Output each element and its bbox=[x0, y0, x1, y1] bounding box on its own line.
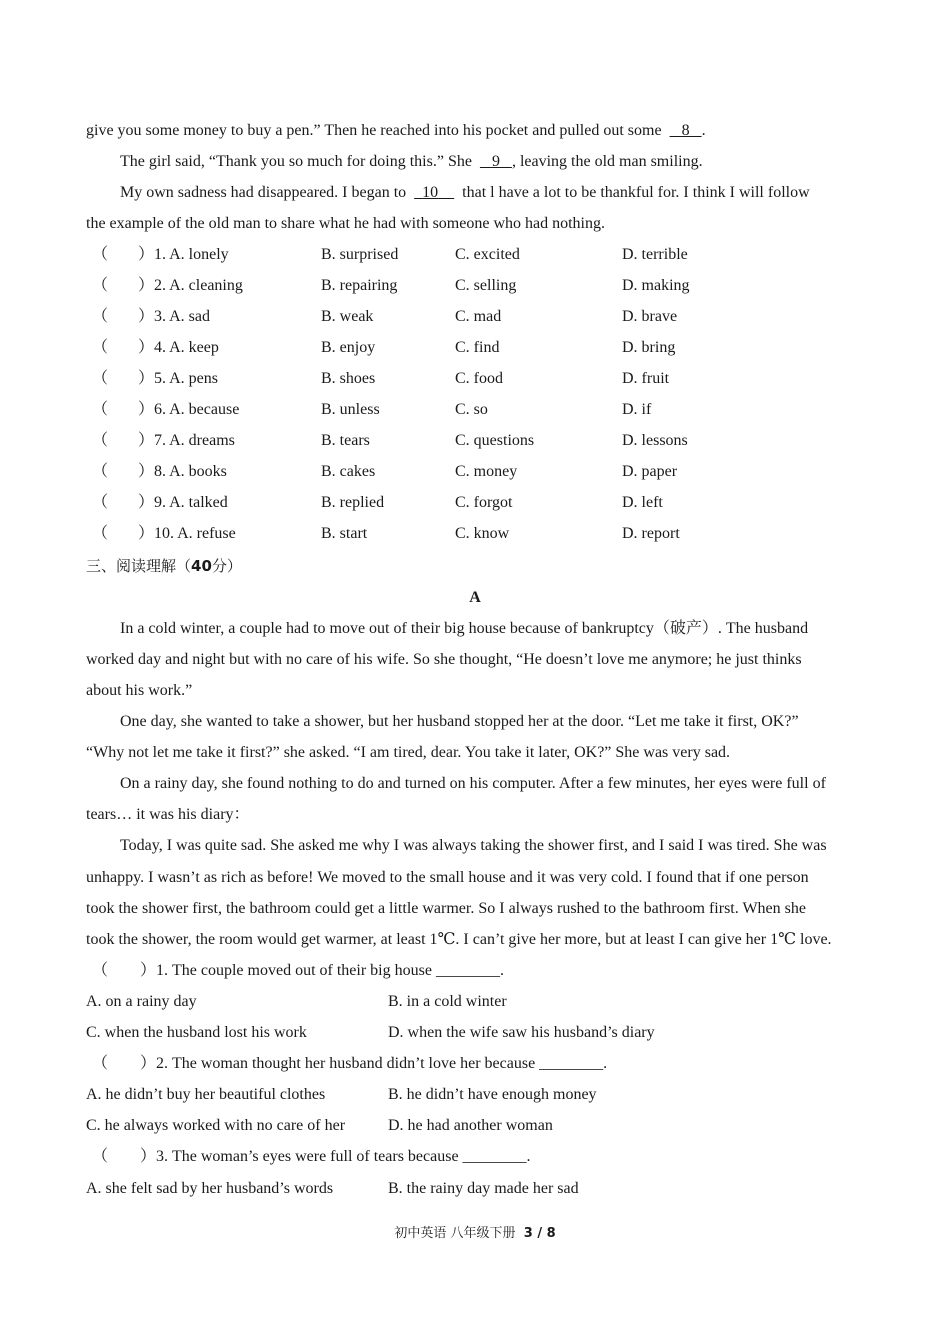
reading-line: In a cold winter, a couple had to move out of their big house because of bankruptcy（破产）. The husband bbox=[120, 620, 809, 637]
passage-line: The girl said, “Thank you so much for doing this.” She 9 , leaving the old man smiling. bbox=[120, 153, 703, 170]
answer-option: B. the rainy day made her sad bbox=[388, 1180, 579, 1197]
reading-line: “Why not let me take it first?” she asked. “I am tired, dear. You take it later, OK?” She was very sad. bbox=[86, 744, 731, 761]
passage-line: the example of the old man to share what he had with someone who had nothing. bbox=[86, 215, 605, 232]
exam-page: give you some money to buy a pen.” Then he reached into his pocket and pulled out some 8 . The girl said, “Thank you so much for doing this.” She 9 , leaving the old man smiling. My own sadness had disappeared. I began to 10 that l have a lot to be thankful for. I think I will follow the example of the old man to share what he had with someone who had nothing. （ ）1. A. lonely B. surprised C. excited D. terrible （ ）2. A. cleaning B. repairing C. selling D. making （ ）3. A. sad B. weak C. mad D. brave （ ）4. A. keep B. enjoy C. find D. bring （ ）5. A. pens B. shoes C. food D. fruit （ ）6. A. because B. unless C. so D. if （ ）7. A. dreams B. tears C. questions D. lessons （ ）8. A. books B. cakes C. money D. paper （ ）9. A. talked B. replied C. forgot D. left （ ）10. A. refuse B. start C. know D. report 三、阅读理解（40分） A In a cold winter, a couple had to move out of their big house because of bankruptcy（破产）. The husband worked day and night but with no care of his wife. So she thought, “He doesn’t love me anymore; he just thinks about his work.” One day, she wanted to take a shower, but her husband stopped her at the door. “Let me take it first, OK?” “Why not let me take it first?” she asked. “I am tired, dear. You take it later, OK?” She was very sad. On a rainy day, she found nothing to do and turned on his computer. After a few minutes, her eyes were full of tears… it was his diary： Today, I was quite sad. She asked me why I was always taking the shower first, and I said I was tired. She was unhappy. I wasn’t as rich as before! We moved to the small house and it was very cold. I found that if one person took the shower first, the bathroom could get a little warmer. So I always rushed to the bathroom first. When she took the shower, the room would get warmer, at least 1℃. I can’t give her more, but at least I can give her 1℃ love. （ ）1. The couple moved out of their big house ________. A. on a rainy day B. in a cold winter C. when the husband lost his work D. when the wife saw his husband’s diary （ ）2. The woman thought her husband didn’t love her because ________. A. he didn’t buy her beautiful clothes B. he didn’t have enough money C. he always worked with no care of her D. he had another woman （ ）3. The woman’s eyes were full of tears because ________. A. she felt sad by her husband’s words B. the rainy day made her sad 初中英语 八年级下册 3 / 8 bbox=[0, 0, 950, 1344]
reading-line: about his work.” bbox=[86, 682, 193, 699]
answer-option: C. when the husband lost his work bbox=[86, 1024, 307, 1041]
answer-option: C. he always worked with no care of her bbox=[86, 1117, 346, 1134]
passage-line: give you some money to buy a pen.” Then he reached into his pocket and pulled out some 8 . bbox=[86, 122, 706, 139]
answer-option: D. when the wife saw his husband’s diary bbox=[388, 1024, 655, 1041]
blank-10: 10 bbox=[422, 184, 439, 201]
question-stem: （ ）3. The woman’s eyes were full of tears because ________. bbox=[92, 1148, 531, 1165]
page-footer bbox=[0, 1225, 950, 1243]
answer-option: B. in a cold winter bbox=[388, 993, 507, 1010]
footer-label: 初中英语 八年级下册 bbox=[394, 1226, 516, 1241]
answer-option: A. she felt sad by her husband’s words bbox=[86, 1180, 334, 1197]
reading-line: took the shower, the room would get warmer, at least 1℃. I can’t give her more, but at least I can give her 1℃ love. bbox=[86, 931, 832, 948]
reading-line: One day, she wanted to take a shower, but her husband stopped her at the door. “Let me take it first, OK?” bbox=[120, 713, 799, 730]
reading-line: unhappy. I wasn’t as rich as before! We moved to the small house and it was very cold. I found that if one person bbox=[86, 869, 809, 886]
answer-option: A. on a rainy day bbox=[86, 993, 197, 1010]
page-number: 3 / 8 bbox=[523, 1226, 556, 1241]
question-stem: （ ）2. The woman thought her husband didn’t love her because ________. bbox=[92, 1055, 608, 1072]
passage-line: My own sadness had disappeared. I began to 10 that l have a lot to be thankful for. I think I will follow bbox=[120, 184, 810, 201]
blank-8: 8 bbox=[681, 122, 690, 139]
answer-option: A. he didn’t buy her beautiful clothes bbox=[86, 1086, 326, 1103]
answer-option: B. he didn’t have enough money bbox=[388, 1086, 597, 1103]
passage-label: A bbox=[469, 589, 481, 606]
reading-line: tears… it was his diary： bbox=[86, 806, 250, 823]
reading-line: took the shower first, the bathroom could get a little warmer. So I always rushed to the bathroom first. When she bbox=[86, 900, 806, 917]
reading-line: Today, I was quite sad. She asked me why I was always taking the shower first, and I said I was tired. She was bbox=[120, 837, 827, 854]
blank-9: 9 bbox=[491, 153, 500, 170]
section-title: 三、阅读理解（40分） bbox=[86, 557, 242, 575]
reading-line: worked day and night but with no care of his wife. So she thought, “He doesn’t love me anymore; he just thinks bbox=[86, 651, 802, 668]
reading-line: On a rainy day, she found nothing to do and turned on his computer. After a few minutes, her eyes were full of bbox=[120, 775, 826, 792]
answer-option: D. he had another woman bbox=[388, 1117, 553, 1134]
question-stem: （ ）1. The couple moved out of their big house ________. bbox=[92, 962, 504, 979]
